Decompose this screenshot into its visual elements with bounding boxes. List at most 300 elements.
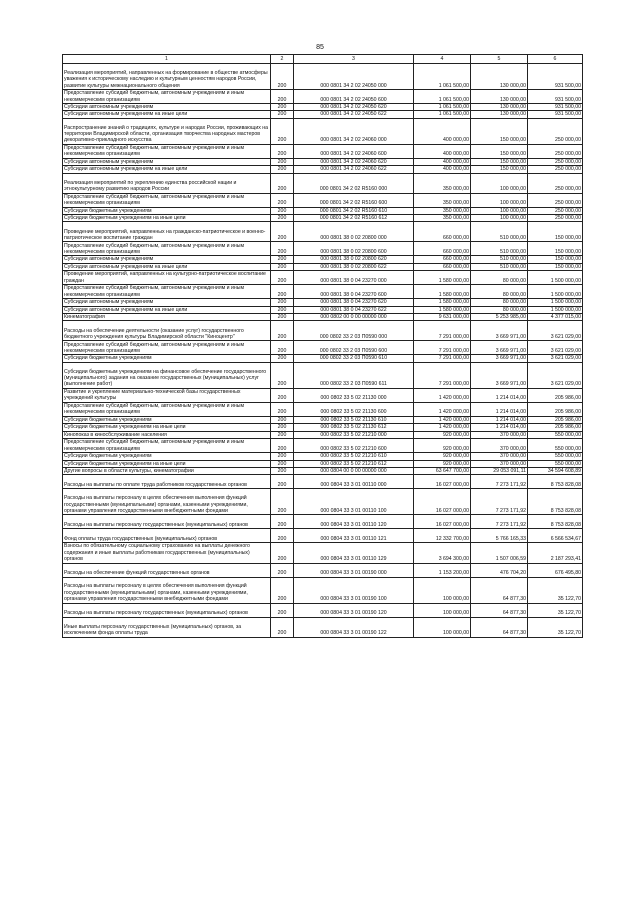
- row-executed-cell: 1 214 014,00: [471, 424, 528, 431]
- table-row: [63, 90, 583, 104]
- row-code-cell: 200: [271, 460, 294, 467]
- row-remainder-cell: 35 122,70: [528, 577, 583, 603]
- row-approved-cell: 400 000,00: [414, 158, 471, 165]
- row-code-cell: 200: [271, 475, 294, 489]
- row-approved-cell: 1 061 500,00: [414, 64, 471, 90]
- column-header-row: [63, 55, 583, 64]
- row-name-cell: Субсидии бюджетным учреждениям на иные цели: [63, 215, 271, 222]
- row-executed-cell: 100 000,00: [471, 207, 528, 214]
- row-kbk-cell: 000 0801 34 2 02 24050 622: [294, 111, 414, 118]
- table-row: [63, 111, 583, 118]
- row-approved-cell: 920 000,00: [414, 431, 471, 438]
- row-remainder-cell: 35 122,70: [528, 603, 583, 617]
- row-executed-cell: 7 273 171,92: [471, 489, 528, 515]
- table-row: [63, 341, 583, 355]
- column-header: 1: [63, 55, 271, 64]
- row-code-cell: 200: [271, 111, 294, 118]
- table-row: [63, 166, 583, 173]
- row-executed-cell: 1 214 014,00: [471, 402, 528, 416]
- row-kbk-cell: 000 0801 34 2 02 R5160 000: [294, 173, 414, 193]
- row-code-cell: 200: [271, 577, 294, 603]
- row-remainder-cell: 250 000,00: [528, 158, 583, 165]
- row-name-cell: Проведение мероприятий, направленных на культурно-патриотическое воспитание граждан: [63, 271, 271, 285]
- row-kbk-cell: 000 0802 33 2 03 П0590 610: [294, 355, 414, 362]
- row-name-cell: Субсидии автономным учреждениям: [63, 256, 271, 263]
- row-executed-cell: 80 000,00: [471, 271, 528, 285]
- row-name-cell: Расходы на выплаты персоналу государственных (муниципальных) органов: [63, 515, 271, 529]
- row-code-cell: 200: [271, 242, 294, 256]
- row-approved-cell: 660 000,00: [414, 256, 471, 263]
- row-name-cell: Предоставление субсидий бюджетным, автономным учреждениям и иным некоммерческим организациям: [63, 341, 271, 355]
- row-executed-cell: 64 877,30: [471, 577, 528, 603]
- row-kbk-cell: 000 0802 00 0 00 00000 000: [294, 314, 414, 321]
- row-approved-cell: 1 420 000,00: [414, 424, 471, 431]
- row-approved-cell: 350 000,00: [414, 207, 471, 214]
- row-code-cell: 200: [271, 263, 294, 270]
- row-remainder-cell: 34 594 608,89: [528, 467, 583, 474]
- row-name-cell: Иные выплаты персоналу государственных (муниципальных) органов, за исключением фонда оплаты труда: [63, 617, 271, 637]
- row-name-cell: Расходы на обеспечение функций государственных органов: [63, 563, 271, 577]
- row-code-cell: 200: [271, 355, 294, 362]
- row-code-cell: 200: [271, 299, 294, 306]
- row-kbk-cell: 000 0804 00 0 00 00000 000: [294, 467, 414, 474]
- row-approved-cell: 920 000,00: [414, 439, 471, 453]
- row-name-cell: Расходы на обеспечение деятельности (оказание услуг) государственного бюджетного учреждения культуры Владимирской области "Киноцентр": [63, 321, 271, 341]
- row-kbk-cell: 000 0801 34 2 02 R5160 612: [294, 215, 414, 222]
- row-approved-cell: 12 332 700,00: [414, 529, 471, 543]
- row-name-cell: Субсидии бюджетным учреждениям: [63, 453, 271, 460]
- table-row: [63, 529, 583, 543]
- row-remainder-cell: 150 000,00: [528, 222, 583, 242]
- row-kbk-cell: 000 0801 34 2 02 24060 000: [294, 118, 414, 144]
- row-executed-cell: 370 000,00: [471, 453, 528, 460]
- row-name-cell: Субсидии бюджетным учреждениям: [63, 207, 271, 214]
- row-executed-cell: 510 000,00: [471, 222, 528, 242]
- row-remainder-cell: 550 000,00: [528, 453, 583, 460]
- row-code-cell: 200: [271, 424, 294, 431]
- row-executed-cell: 150 000,00: [471, 144, 528, 158]
- row-code-cell: 200: [271, 118, 294, 144]
- row-code-cell: 200: [271, 617, 294, 637]
- row-executed-cell: 64 877,30: [471, 617, 528, 637]
- row-code-cell: 200: [271, 529, 294, 543]
- row-name-cell: Расходы на выплаты персоналу в целях обеспечения выполнения функций государственными (муниципальными) органами, казенными учреждениями, органами управления государственными внебюджетными фондами: [63, 489, 271, 515]
- row-executed-cell: 370 000,00: [471, 439, 528, 453]
- row-code-cell: 200: [271, 207, 294, 214]
- table-row: [63, 173, 583, 193]
- row-remainder-cell: 205 986,00: [528, 416, 583, 423]
- table-row: [63, 453, 583, 460]
- row-approved-cell: 7 291 000,00: [414, 341, 471, 355]
- row-kbk-cell: 000 0801 34 2 02 24050 620: [294, 104, 414, 111]
- row-approved-cell: 1 580 000,00: [414, 306, 471, 313]
- row-remainder-cell: 550 000,00: [528, 460, 583, 467]
- table-row: [63, 416, 583, 423]
- table-row: [63, 362, 583, 388]
- row-executed-cell: 150 000,00: [471, 118, 528, 144]
- row-executed-cell: 130 000,00: [471, 90, 528, 104]
- row-approved-cell: 920 000,00: [414, 453, 471, 460]
- row-code-cell: 200: [271, 362, 294, 388]
- row-remainder-cell: 2 187 293,41: [528, 543, 583, 563]
- table-row: [63, 515, 583, 529]
- row-kbk-cell: 000 0802 33 2 03 П0590 000: [294, 321, 414, 341]
- row-executed-cell: 1 507 006,59: [471, 543, 528, 563]
- row-remainder-cell: 676 495,80: [528, 563, 583, 577]
- row-remainder-cell: 4 377 015,00: [528, 314, 583, 321]
- row-remainder-cell: 150 000,00: [528, 256, 583, 263]
- row-remainder-cell: 250 000,00: [528, 193, 583, 207]
- row-name-cell: Субсидии автономным учреждениям на иные цели: [63, 166, 271, 173]
- row-kbk-cell: 000 0801 38 0 02 20800 000: [294, 222, 414, 242]
- row-kbk-cell: 000 0801 34 2 02 24060 620: [294, 158, 414, 165]
- table-row: [63, 424, 583, 431]
- row-remainder-cell: 1 500 000,00: [528, 285, 583, 299]
- row-approved-cell: 400 000,00: [414, 118, 471, 144]
- row-code-cell: 200: [271, 543, 294, 563]
- row-approved-cell: 7 291 000,00: [414, 321, 471, 341]
- row-name-cell: Взносы по обязательному социальному страхованию на выплаты денежного содержания и иные выплаты работникам государственных (муниципальных) органов: [63, 543, 271, 563]
- row-approved-cell: 16 027 000,00: [414, 489, 471, 515]
- row-code-cell: 200: [271, 64, 294, 90]
- table-row: [63, 577, 583, 603]
- row-kbk-cell: 000 0801 38 0 02 20800 620: [294, 256, 414, 263]
- row-name-cell: Субсидии бюджетным учреждениям: [63, 416, 271, 423]
- row-executed-cell: 510 000,00: [471, 256, 528, 263]
- row-name-cell: Расходы на выплаты по оплате труда работников государственных органов: [63, 475, 271, 489]
- table-row: [63, 193, 583, 207]
- row-executed-cell: 3 669 971,00: [471, 355, 528, 362]
- row-executed-cell: 1 214 014,00: [471, 388, 528, 402]
- table-row: [63, 144, 583, 158]
- row-code-cell: 200: [271, 166, 294, 173]
- row-name-cell: Расходы на выплаты персоналу в целях обеспечения выполнения функций государственными (муниципальными) органами, казенными учреждениями, органами управления государственными внебюджетными фондами: [63, 577, 271, 603]
- row-approved-cell: 100 000,00: [414, 577, 471, 603]
- row-remainder-cell: 550 000,00: [528, 431, 583, 438]
- row-kbk-cell: 000 0801 34 2 02 24050 000: [294, 64, 414, 90]
- row-kbk-cell: 000 0801 38 0 04 23270 000: [294, 271, 414, 285]
- row-name-cell: Субсидии бюджетным учреждениям: [63, 355, 271, 362]
- row-approved-cell: 100 000,00: [414, 603, 471, 617]
- row-remainder-cell: 8 753 828,08: [528, 489, 583, 515]
- row-kbk-cell: 000 0802 33 5 02 21130 000: [294, 388, 414, 402]
- row-approved-cell: 1 061 500,00: [414, 111, 471, 118]
- row-executed-cell: 29 053 091,11: [471, 467, 528, 474]
- row-kbk-cell: 000 0801 38 0 02 20800 622: [294, 263, 414, 270]
- row-executed-cell: 476 704,20: [471, 563, 528, 577]
- row-remainder-cell: 931 500,00: [528, 90, 583, 104]
- row-executed-cell: 100 000,00: [471, 173, 528, 193]
- row-remainder-cell: 3 621 029,00: [528, 341, 583, 355]
- table-row: [63, 439, 583, 453]
- row-executed-cell: 100 000,00: [471, 193, 528, 207]
- row-approved-cell: 660 000,00: [414, 222, 471, 242]
- row-remainder-cell: 931 500,00: [528, 64, 583, 90]
- row-approved-cell: 400 000,00: [414, 166, 471, 173]
- table-row: [63, 355, 583, 362]
- table-row: [63, 242, 583, 256]
- row-executed-cell: 130 000,00: [471, 104, 528, 111]
- row-kbk-cell: 000 0802 33 5 02 21210 610: [294, 453, 414, 460]
- row-code-cell: 200: [271, 515, 294, 529]
- row-executed-cell: 5 766 165,33: [471, 529, 528, 543]
- row-approved-cell: 7 291 000,00: [414, 355, 471, 362]
- row-kbk-cell: 000 0802 33 5 02 21210 000: [294, 431, 414, 438]
- row-approved-cell: 350 000,00: [414, 193, 471, 207]
- row-approved-cell: 1 061 500,00: [414, 104, 471, 111]
- row-name-cell: Предоставление субсидий бюджетным, автономным учреждениям и иным некоммерческим организациям: [63, 402, 271, 416]
- row-approved-cell: 660 000,00: [414, 242, 471, 256]
- row-code-cell: 200: [271, 453, 294, 460]
- row-name-cell: Предоставление субсидий бюджетным, автономным учреждениям и иным некоммерческим организациям: [63, 242, 271, 256]
- table-row: [63, 321, 583, 341]
- row-kbk-cell: 000 0804 33 3 01 00190 120: [294, 603, 414, 617]
- table-row: [63, 256, 583, 263]
- row-executed-cell: 100 000,00: [471, 215, 528, 222]
- column-header: 3: [294, 55, 414, 64]
- row-approved-cell: 7 291 000,00: [414, 362, 471, 388]
- row-code-cell: 200: [271, 158, 294, 165]
- row-approved-cell: 400 000,00: [414, 144, 471, 158]
- table-row: [63, 314, 583, 321]
- row-name-cell: Предоставление субсидий бюджетным, автономным учреждениям и иным некоммерческим организациям: [63, 193, 271, 207]
- row-code-cell: 200: [271, 285, 294, 299]
- row-name-cell: Субсидии бюджетным учреждениям на финансовое обеспечение государственного (муниципального) задания на оказание государственных (муниципальных) услуг (выполнение работ): [63, 362, 271, 388]
- table-row: [63, 475, 583, 489]
- row-approved-cell: 660 000,00: [414, 263, 471, 270]
- row-name-cell: Предоставление субсидий бюджетным, автономным учреждениям и иным некоммерческим организациям: [63, 439, 271, 453]
- page-number: 85: [316, 44, 324, 51]
- table-row: [63, 118, 583, 144]
- row-remainder-cell: 205 986,00: [528, 402, 583, 416]
- row-executed-cell: 150 000,00: [471, 166, 528, 173]
- row-executed-cell: 7 273 171,92: [471, 515, 528, 529]
- row-name-cell: Кинематография: [63, 314, 271, 321]
- table-row: [63, 603, 583, 617]
- row-name-cell: Предоставление субсидий бюджетным, автономным учреждениям и иным некоммерческим организациям: [63, 285, 271, 299]
- row-approved-cell: 100 000,00: [414, 617, 471, 637]
- row-kbk-cell: 000 0804 33 3 01 00190 100: [294, 577, 414, 603]
- row-code-cell: 200: [271, 467, 294, 474]
- row-code-cell: 200: [271, 271, 294, 285]
- row-remainder-cell: 150 000,00: [528, 242, 583, 256]
- table-row: [63, 460, 583, 467]
- table-row: [63, 431, 583, 438]
- row-kbk-cell: 000 0802 33 5 02 21210 600: [294, 439, 414, 453]
- row-remainder-cell: 8 753 828,08: [528, 475, 583, 489]
- row-remainder-cell: 250 000,00: [528, 166, 583, 173]
- table-row: [63, 158, 583, 165]
- row-code-cell: 200: [271, 402, 294, 416]
- row-kbk-cell: 000 0801 34 2 02 24060 600: [294, 144, 414, 158]
- row-remainder-cell: 205 986,00: [528, 388, 583, 402]
- row-name-cell: Субсидии автономным учреждениям: [63, 104, 271, 111]
- row-name-cell: Субсидии автономным учреждениям на иные цели: [63, 306, 271, 313]
- row-code-cell: 200: [271, 563, 294, 577]
- table-row: [63, 207, 583, 214]
- row-remainder-cell: 931 500,00: [528, 111, 583, 118]
- row-kbk-cell: 000 0802 33 5 02 21130 612: [294, 424, 414, 431]
- row-executed-cell: 370 000,00: [471, 460, 528, 467]
- table-row: [63, 263, 583, 270]
- row-remainder-cell: 250 000,00: [528, 118, 583, 144]
- table-row: [63, 388, 583, 402]
- row-code-cell: 200: [271, 439, 294, 453]
- table-row: [63, 563, 583, 577]
- row-kbk-cell: 000 0802 33 5 02 21130 600: [294, 402, 414, 416]
- table-row: [63, 299, 583, 306]
- table-row: [63, 402, 583, 416]
- row-name-cell: Субсидии автономным учреждениям на иные цели: [63, 111, 271, 118]
- row-approved-cell: 63 647 700,00: [414, 467, 471, 474]
- row-kbk-cell: 000 0801 34 2 02 R5160 610: [294, 207, 414, 214]
- row-code-cell: 200: [271, 489, 294, 515]
- row-executed-cell: 80 000,00: [471, 299, 528, 306]
- row-kbk-cell: 000 0804 33 3 01 00110 129: [294, 543, 414, 563]
- row-approved-cell: 16 027 000,00: [414, 515, 471, 529]
- row-approved-cell: 1 580 000,00: [414, 271, 471, 285]
- row-name-cell: Кинопоказ в киносбслуживание населения: [63, 431, 271, 438]
- row-approved-cell: 920 000,00: [414, 460, 471, 467]
- row-remainder-cell: 250 000,00: [528, 144, 583, 158]
- row-code-cell: 200: [271, 104, 294, 111]
- row-remainder-cell: 931 500,00: [528, 104, 583, 111]
- row-remainder-cell: 1 500 000,00: [528, 299, 583, 306]
- row-name-cell: Субсидии бюджетным учреждениям на иные цели: [63, 424, 271, 431]
- row-code-cell: 200: [271, 222, 294, 242]
- row-approved-cell: 1 420 000,00: [414, 402, 471, 416]
- row-code-cell: 200: [271, 90, 294, 104]
- row-remainder-cell: 8 753 828,08: [528, 515, 583, 529]
- row-name-cell: Реализация мероприятий по укреплению единства российской нации и этнокультурному развитию народов России: [63, 173, 271, 193]
- row-approved-cell: 1 153 200,00: [414, 563, 471, 577]
- row-kbk-cell: 000 0801 38 0 04 23270 622: [294, 306, 414, 313]
- table-row: [63, 543, 583, 563]
- row-name-cell: Расходы на выплаты персоналу государственных (муниципальных) органов: [63, 603, 271, 617]
- row-executed-cell: 3 669 971,00: [471, 341, 528, 355]
- row-remainder-cell: 35 122,70: [528, 617, 583, 637]
- row-kbk-cell: 000 0804 33 3 01 00110 100: [294, 489, 414, 515]
- row-kbk-cell: 000 0802 33 5 02 21130 610: [294, 416, 414, 423]
- row-executed-cell: 1 214 014,00: [471, 416, 528, 423]
- row-remainder-cell: 150 000,00: [528, 263, 583, 270]
- row-code-cell: 200: [271, 431, 294, 438]
- row-approved-cell: 16 027 000,00: [414, 475, 471, 489]
- row-remainder-cell: 550 000,00: [528, 439, 583, 453]
- row-code-cell: 200: [271, 215, 294, 222]
- table-row: [63, 467, 583, 474]
- row-name-cell: Субсидии автономным учреждениям на иные цели: [63, 263, 271, 270]
- row-remainder-cell: 250 000,00: [528, 173, 583, 193]
- table-row: [63, 617, 583, 637]
- row-kbk-cell: 000 0804 33 3 01 00110 120: [294, 515, 414, 529]
- row-code-cell: 200: [271, 321, 294, 341]
- row-kbk-cell: 000 0804 33 3 01 00190 000: [294, 563, 414, 577]
- row-remainder-cell: 1 500 000,00: [528, 271, 583, 285]
- row-remainder-cell: 250 000,00: [528, 215, 583, 222]
- table-row: [63, 489, 583, 515]
- table-row: [63, 222, 583, 242]
- row-name-cell: Проведение мероприятий, направленных на гражданско-патриотическое и военно-патриотическое воспитание граждан: [63, 222, 271, 242]
- row-kbk-cell: 000 0804 33 3 01 00190 122: [294, 617, 414, 637]
- row-approved-cell: 9 631 000,00: [414, 314, 471, 321]
- table-row: [63, 285, 583, 299]
- row-approved-cell: 1 061 500,00: [414, 90, 471, 104]
- row-remainder-cell: 1 500 000,00: [528, 306, 583, 313]
- row-kbk-cell: 000 0804 33 3 01 00110 000: [294, 475, 414, 489]
- row-kbk-cell: 000 0804 33 3 01 00110 121: [294, 529, 414, 543]
- row-approved-cell: 1 580 000,00: [414, 285, 471, 299]
- row-name-cell: Субсидии автономным учреждениям: [63, 158, 271, 165]
- row-name-cell: Предоставление субсидий бюджетным, автономным учреждениям и иным некоммерческим организациям: [63, 90, 271, 104]
- row-remainder-cell: 205 986,00: [528, 424, 583, 431]
- budget-table: [62, 54, 583, 638]
- row-code-cell: 200: [271, 256, 294, 263]
- row-executed-cell: 510 000,00: [471, 242, 528, 256]
- row-name-cell: Распространение знаний о традициях, культуре и народах России, проживающих на территории Владимирской области, организация творчества народных мастеров декоративно-прикладного искусства: [63, 118, 271, 144]
- row-executed-cell: 7 273 171,92: [471, 475, 528, 489]
- row-kbk-cell: 000 0801 38 0 04 23270 620: [294, 299, 414, 306]
- row-approved-cell: 1 420 000,00: [414, 388, 471, 402]
- row-kbk-cell: 000 0802 33 5 02 21210 612: [294, 460, 414, 467]
- table-row: [63, 64, 583, 90]
- row-kbk-cell: 000 0801 38 0 02 20800 600: [294, 242, 414, 256]
- row-executed-cell: 150 000,00: [471, 158, 528, 165]
- row-code-cell: 200: [271, 603, 294, 617]
- row-kbk-cell: 000 0801 34 2 02 24060 622: [294, 166, 414, 173]
- row-kbk-cell: 000 0801 38 0 04 23270 600: [294, 285, 414, 299]
- row-code-cell: 200: [271, 173, 294, 193]
- row-remainder-cell: 250 000,00: [528, 207, 583, 214]
- budget-table-body: [63, 55, 583, 638]
- row-executed-cell: 130 000,00: [471, 64, 528, 90]
- row-name-cell: Фонд оплаты труда государственных (муниципальных) органов: [63, 529, 271, 543]
- row-name-cell: Предоставление субсидий бюджетным, автономным учреждениям и иным некоммерческим организациям: [63, 144, 271, 158]
- column-header: 4: [414, 55, 471, 64]
- column-header: 2: [271, 55, 294, 64]
- row-executed-cell: 5 253 985,00: [471, 314, 528, 321]
- row-name-cell: Другие вопросы в области культуры, кинематографии: [63, 467, 271, 474]
- row-executed-cell: 130 000,00: [471, 111, 528, 118]
- row-kbk-cell: 000 0802 33 2 03 П0590 600: [294, 341, 414, 355]
- column-header: 5: [471, 55, 528, 64]
- column-header: 6: [528, 55, 583, 64]
- row-approved-cell: 350 000,00: [414, 173, 471, 193]
- row-executed-cell: 370 000,00: [471, 431, 528, 438]
- row-approved-cell: 1 420 000,00: [414, 416, 471, 423]
- table-row: [63, 306, 583, 313]
- row-approved-cell: 3 694 300,00: [414, 543, 471, 563]
- row-remainder-cell: 3 621 029,00: [528, 321, 583, 341]
- row-code-cell: 200: [271, 416, 294, 423]
- row-remainder-cell: 3 621 029,00: [528, 355, 583, 362]
- row-code-cell: 200: [271, 341, 294, 355]
- row-code-cell: 200: [271, 388, 294, 402]
- row-remainder-cell: 3 621 029,00: [528, 362, 583, 388]
- row-name-cell: Субсидии автономным учреждениям: [63, 299, 271, 306]
- row-approved-cell: 350 000,00: [414, 215, 471, 222]
- row-code-cell: 200: [271, 193, 294, 207]
- row-kbk-cell: 000 0801 34 2 02 R5160 600: [294, 193, 414, 207]
- row-kbk-cell: 000 0801 34 2 02 24050 600: [294, 90, 414, 104]
- row-approved-cell: 1 580 000,00: [414, 299, 471, 306]
- row-remainder-cell: 6 566 534,67: [528, 529, 583, 543]
- row-executed-cell: 64 877,30: [471, 603, 528, 617]
- table-row: [63, 271, 583, 285]
- row-code-cell: 200: [271, 306, 294, 313]
- row-executed-cell: 80 000,00: [471, 306, 528, 313]
- row-code-cell: 200: [271, 144, 294, 158]
